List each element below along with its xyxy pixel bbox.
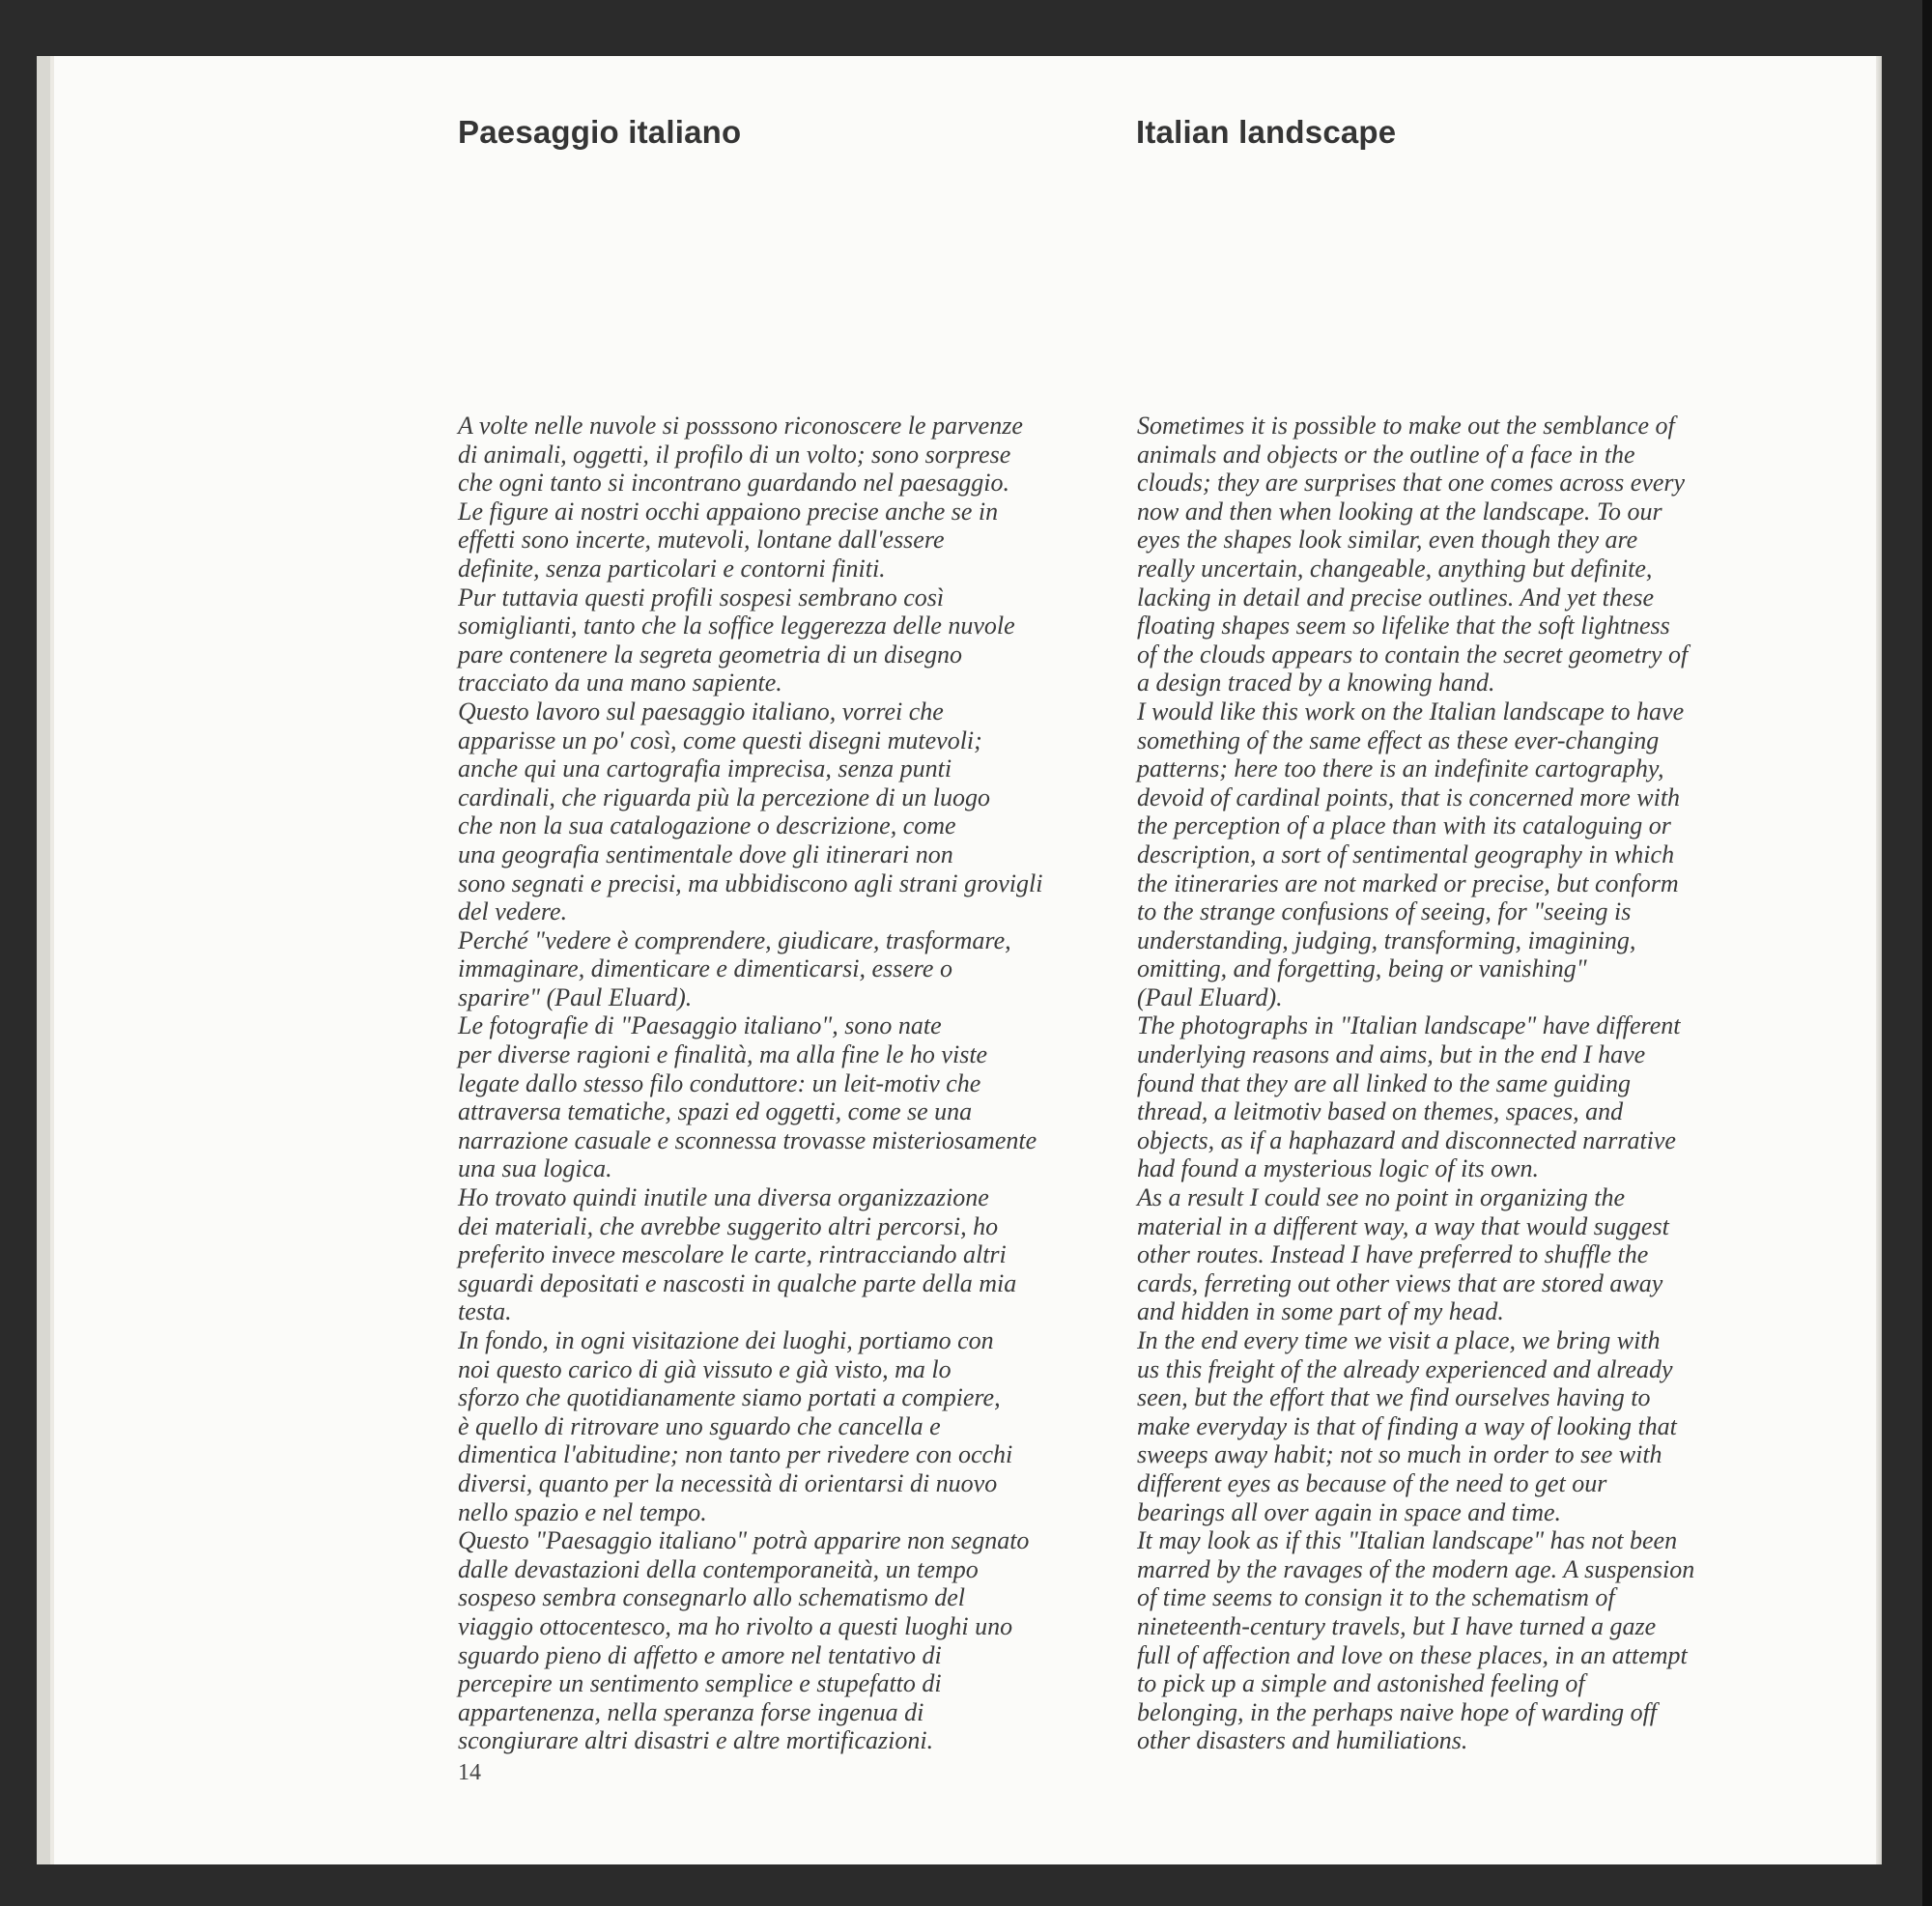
italian-text-line: sguardo pieno di affetto e amore nel tentativo di (458, 1640, 942, 1669)
italian-text-line: Ho trovato quindi inutile una diversa organizzazione (458, 1183, 989, 1212)
english-text-line: Sometimes it is possible to make out the semblance of (1137, 412, 1675, 440)
english-text-line: and hidden in some part of my head. (1137, 1297, 1504, 1326)
italian-text-line: Pur tuttavia questi profili sospesi sembrano così (458, 583, 945, 612)
italian-text-line: percepire un sentimento semplice e stupefatto di (458, 1669, 942, 1698)
italian-text-line: di animali, oggetti, il profilo di un volto; sono sorprese (458, 440, 1011, 469)
italian-text-line: diversi, quanto per la necessità di orientarsi di nuovo (458, 1468, 998, 1497)
italian-text-line: viaggio ottocentesco, ma ho rivolto a questi luoghi uno (458, 1611, 1013, 1640)
english-text-line: cards, ferreting out other views that are stored away (1137, 1268, 1663, 1297)
italian-text-line: tracciato da una mano sapiente. (458, 669, 782, 697)
english-text-line: of time seems to consign it to the schematism of (1137, 1583, 1615, 1612)
italian-text-line: dalle devastazioni della contemporaneità, un tempo (458, 1554, 979, 1583)
italian-text-line: sospeso sembra consegnarlo allo schematismo del (458, 1583, 966, 1612)
italian-text-line: dei materiali, che avrebbe suggerito altri percorsi, ho (458, 1211, 999, 1240)
english-text-line: other routes. Instead I have preferred to shuffle the (1137, 1240, 1649, 1269)
italian-text-line: dimentica l'abitudine; non tanto per rivedere con occhi (458, 1440, 1013, 1469)
english-text-line: other disasters and humiliations. (1137, 1726, 1468, 1755)
italian-text-line: Perché "vedere è comprendere, giudicare, trasformare, (458, 925, 1011, 954)
heading-italian: Paesaggio italiano (458, 114, 742, 150)
english-text-line: to the strange confusions of seeing, for "seeing is (1137, 897, 1632, 926)
english-text-line: In the end every time we visit a place, we bring with (1137, 1326, 1661, 1354)
italian-text-line: sguardi depositati e nascosti in qualche parte della mia (458, 1268, 1017, 1297)
italian-text-line: somiglianti, tanto che la soffice leggerezza delle nuvole (458, 612, 1015, 640)
italian-text-line: per diverse ragioni e finalità, ma alla fine le ho viste (458, 1040, 988, 1069)
heading-english: Italian landscape (1136, 114, 1397, 150)
italian-text-line: una sua logica. (458, 1154, 612, 1183)
english-text-line: As a result I could see no point in organizing the (1137, 1183, 1626, 1212)
italian-text-line: Le fotografie di "Paesaggio italiano", sono nate (458, 1011, 942, 1040)
italian-text-line: legate dallo stesso filo conduttore: un leit-motiv che (458, 1068, 981, 1097)
english-text-line: objects, as if a haphazard and disconnected narrative (1137, 1125, 1676, 1154)
english-text-line: seen, but the effort that we find ourselves having to (1137, 1383, 1651, 1412)
english-text-line: lacking in detail and precise outlines. And yet these (1137, 583, 1655, 612)
english-text-line: (Paul Eluard). (1137, 982, 1283, 1011)
italian-text-line: appartenenza, nella speranza forse ingenua di (458, 1697, 924, 1726)
english-text-line: the perception of a place than with its cataloguing or (1137, 811, 1671, 840)
english-text-line: the itineraries are not marked or precise, but conform (1137, 868, 1679, 897)
italian-text-line: sforzo che quotidianamente siamo portati a compiere, (458, 1383, 1001, 1412)
english-text-line: animals and objects or the outline of a face in the (1137, 440, 1635, 469)
english-text-line: sweeps away habit; not so much in order to see with (1137, 1440, 1662, 1469)
english-text-line: different eyes as because of the need to get our (1137, 1468, 1607, 1497)
page-fold (1876, 56, 1882, 1864)
italian-text-line: scongiurare altri disastri e altre mortificazioni. (458, 1726, 934, 1755)
english-text-line: make everyday is that of finding a way of looking that (1137, 1411, 1677, 1440)
english-text-line: really uncertain, changeable, anything but definite, (1137, 554, 1653, 583)
english-text-line: devoid of cardinal points, that is concerned more with (1137, 782, 1681, 811)
english-text-line: found that they are all linked to the same guiding (1137, 1068, 1632, 1097)
italian-text-line: nello spazio e nel tempo. (458, 1497, 707, 1526)
italian-text-line: A volte nelle nuvole si posssono riconoscere le parvenze (458, 412, 1023, 440)
english-text-line: of the clouds appears to contain the secret geometry of (1137, 640, 1689, 669)
english-text-line: I would like this work on the Italian landscape to have (1137, 697, 1685, 725)
english-text-line: patterns; here too there is an indefinite cartography, (1137, 754, 1664, 783)
english-text-line: full of affection and love on these places, in an attempt (1137, 1640, 1688, 1669)
italian-text-line: che non la sua catalogazione o descrizione, come (458, 811, 956, 840)
english-text-line: thread, a leitmotiv based on themes, spaces, and (1137, 1097, 1624, 1126)
italian-text-line: testa. (458, 1297, 512, 1326)
italian-text-line: Questo "Paesaggio italiano" potrà apparire non segnato (458, 1526, 1030, 1555)
book-edge (1922, 0, 1932, 1906)
italian-text-line: noi questo carico di già vissuto e già visto, ma lo (458, 1354, 952, 1383)
english-text-line: now and then when looking at the landscape. To our (1137, 497, 1662, 526)
english-text-line: had found a mysterious logic of its own. (1137, 1154, 1539, 1183)
italian-text-line: Questo lavoro sul paesaggio italiano, vorrei che (458, 697, 944, 725)
italian-text-line: attraversa tematiche, spazi ed oggetti, come se una (458, 1097, 973, 1126)
italian-text-line: definite, senza particolari e contorni finiti. (458, 554, 886, 583)
italian-text-line: che ogni tanto si incontrano guardando nel paesaggio. (458, 469, 1009, 498)
english-text-line: material in a different way, a way that would suggest (1137, 1211, 1669, 1240)
italian-text-line: una geografia sentimentale dove gli itinerari non (458, 839, 953, 868)
english-text-line: bearings all over again in space and time. (1137, 1497, 1562, 1526)
english-text-line: us this freight of the already experienced and already (1137, 1354, 1673, 1383)
english-text-line: clouds; they are surprises that one comes across every (1137, 469, 1686, 498)
english-text-line: underlying reasons and aims, but in the end I have (1137, 1040, 1646, 1069)
english-text-line: nineteenth-century travels, but I have turned a gaze (1137, 1611, 1657, 1640)
italian-text-line: narrazione casuale e sconnessa trovasse misteriosamente (458, 1125, 1037, 1154)
italian-text-line: Le figure ai nostri occhi appaiono precise anche se in (458, 497, 999, 526)
english-text-line: something of the same effect as these ever-changing (1137, 725, 1660, 754)
italian-text-line: cardinali, che riguarda più la percezione di un luogo (458, 782, 990, 811)
english-text-column (1137, 412, 1694, 1755)
english-text-line: to pick up a simple and astonished feeling of (1137, 1669, 1585, 1698)
italian-text-line: sono segnati e precisi, ma ubbidiscono agli strani grovigli (458, 868, 1043, 897)
italian-text-column (458, 412, 1042, 1755)
english-text-line: a design traced by a knowing hand. (1137, 669, 1495, 697)
english-text-line: It may look as if this "Italian landscape" has not been (1137, 1526, 1678, 1555)
italian-text-line: pare contenere la segreta geometria di un disegno (458, 640, 963, 669)
italian-text-line: effetti sono incerte, mutevoli, lontane dall'essere (458, 526, 945, 555)
english-text-line: The photographs in "Italian landscape" have different (1137, 1011, 1681, 1040)
italian-text-line: apparisse un po' così, come questi disegni mutevoli; (458, 725, 982, 754)
italian-text-line: è quello di ritrovare uno sguardo che cancella e (458, 1411, 941, 1440)
english-text-line: understanding, judging, transforming, imagining, (1137, 925, 1636, 954)
english-text-line: eyes the shapes look similar, even though they are (1137, 526, 1638, 555)
italian-text-line: preferito invece mescolare le carte, rintracciando altri (458, 1240, 1007, 1269)
italian-text-line: anche qui una cartografia imprecisa, senza punti (458, 754, 952, 783)
english-text-line: omitting, and forgetting, being or vanishing" (1137, 954, 1587, 983)
italian-text-line: In fondo, in ogni visitazione dei luoghi, portiamo con (458, 1326, 994, 1354)
english-text-line: floating shapes seem so lifelike that the soft lightness (1137, 612, 1670, 640)
page-number: 14 (458, 1760, 481, 1785)
english-text-line: marred by the ravages of the modern age. A suspension (1137, 1554, 1695, 1583)
italian-text-line: del vedere. (458, 897, 568, 926)
italian-text-line: immaginare, dimenticare e dimenticarsi, essere o (458, 954, 952, 983)
english-text-line: belonging, in the perhaps naive hope of warding off (1137, 1697, 1658, 1726)
english-text-line: description, a sort of sentimental geography in which (1137, 839, 1675, 868)
italian-text-line: sparire" (Paul Eluard). (458, 982, 693, 1011)
